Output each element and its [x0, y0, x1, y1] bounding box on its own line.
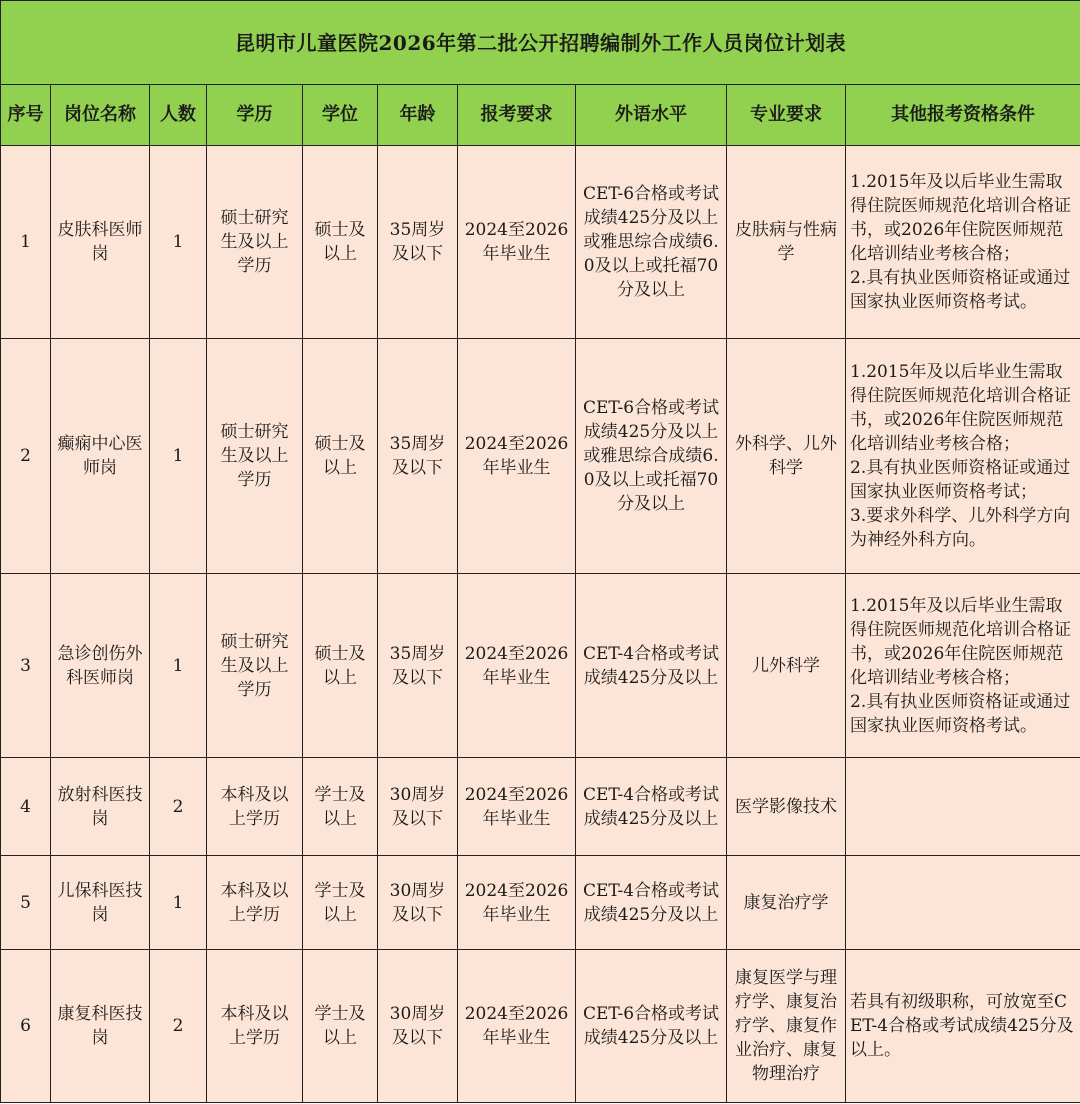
cell-other	[846, 856, 1080, 950]
cell-requirement	[458, 339, 576, 574]
cell-other	[846, 574, 1080, 758]
other-line: 1.2015年及以后毕业生需取得住院医师规范化培训合格证书，或2026年住院医师规范化培训结业考核合格；	[850, 362, 1071, 454]
cell-education	[207, 856, 303, 950]
cell-major	[727, 339, 846, 574]
other-line: 3.要求外科学、儿外科学方向为神经外科方向。	[850, 506, 1071, 550]
cell-education-text: 硕士研究生及以上学历	[220, 208, 289, 276]
cell-major	[727, 146, 846, 339]
cell-education-text: 硕士研究生及以上学历	[220, 422, 289, 490]
cell-other	[846, 339, 1080, 574]
other-line: 1.2015年及以后毕业生需取得住院医师规范化培训合格证书，或2026年住院医师规范化培训结业考核合格；	[850, 172, 1071, 264]
cell-requirement-text: 2024至2026年毕业生	[464, 434, 569, 478]
cell-degree	[303, 950, 378, 1103]
cell-age	[378, 574, 458, 758]
other-line: 2.具有执业医师资格证或通过国家执业医师资格考试。	[850, 691, 1071, 736]
cell-age-text: 30周岁及以下	[389, 1004, 446, 1048]
cell-education	[207, 574, 303, 758]
cell-language-text: CET-4合格或考试成绩425分及以上	[582, 643, 720, 688]
cell-post-text: 急诊创伤外科医师岗	[57, 643, 143, 688]
other-line: 2.具有执业医师资格证或通过国家执业医师资格考试；	[850, 458, 1071, 502]
cell-requirement-text: 2024至2026年毕业生	[464, 784, 569, 829]
header-age: 年龄	[378, 85, 458, 146]
cell-education-text: 本科及以上学历	[220, 1004, 289, 1048]
cell-language	[576, 950, 727, 1103]
cell-post	[51, 146, 150, 339]
cell-major	[727, 950, 846, 1103]
cell-degree-text: 硕士及以上	[314, 643, 366, 688]
cell-requirement	[458, 146, 576, 339]
cell-age	[378, 856, 458, 950]
cell-major-text: 医学影像技术	[735, 796, 837, 817]
cell-education-text: 硕士研究生及以上学历	[220, 631, 289, 700]
cell-post-text: 皮肤科医师岗	[57, 220, 143, 264]
cell-age	[378, 339, 458, 574]
cell-requirement-text: 2024至2026年毕业生	[464, 220, 569, 264]
table-row	[1, 856, 1080, 950]
cell-major-text: 外科学、儿外科学	[735, 434, 837, 478]
cell-age-text: 30周岁及以下	[389, 784, 446, 829]
cell-language	[576, 856, 727, 950]
cell-age-text: 35周岁及以下	[389, 643, 446, 688]
cell-degree-text: 硕士及以上	[314, 434, 366, 478]
header-row	[1, 85, 1080, 146]
cell-other	[846, 758, 1080, 856]
cell-requirement	[458, 758, 576, 856]
cell-post	[51, 574, 150, 758]
table-row	[1, 574, 1080, 758]
other-line: 若具有初级职称，可放宽至CET-4合格或考试成绩425分及以上。	[850, 992, 1074, 1060]
cell-language	[576, 758, 727, 856]
cell-language-text: CET-4合格或考试成绩425分及以上	[582, 784, 720, 829]
cell-age-text: 35周岁及以下	[389, 220, 446, 264]
header-count: 人数	[150, 85, 207, 146]
cell-age-text: 35周岁及以下	[389, 434, 446, 478]
cell-requirement-text: 2024至2026年毕业生	[464, 643, 569, 688]
header-degree: 学位	[303, 85, 378, 146]
cell-language	[576, 574, 727, 758]
cell-degree-text: 硕士及以上	[314, 220, 366, 264]
cell-age	[378, 758, 458, 856]
cell-major-text: 皮肤病与性病学	[735, 220, 837, 264]
cell-requirement	[458, 950, 576, 1103]
cell-requirement	[458, 574, 576, 758]
cell-language	[576, 339, 727, 574]
cell-degree-text: 学士及以上	[314, 880, 366, 925]
cell-degree-text: 学士及以上	[314, 1004, 366, 1048]
other-line: 1.2015年及以后毕业生需取得住院医师规范化培训合格证书，或2026年住院医师规范化培训结业考核合格；	[850, 595, 1071, 688]
cell-other	[846, 950, 1080, 1103]
cell-major	[727, 758, 846, 856]
cell-no: 5	[1, 856, 51, 950]
cell-degree	[303, 758, 378, 856]
cell-degree	[303, 574, 378, 758]
cell-post-text: 儿保科医技岗	[57, 880, 143, 925]
table-title: 昆明市儿童医院2026年第二批公开招聘编制外工作人员岗位计划表	[1, 1, 1080, 85]
cell-requirement	[458, 856, 576, 950]
cell-education	[207, 758, 303, 856]
header-education: 学历	[207, 85, 303, 146]
other-line: 2.具有执业医师资格证或通过国家执业医师资格考试。	[850, 268, 1071, 312]
cell-degree	[303, 856, 378, 950]
cell-count: 1	[150, 856, 207, 950]
cell-education-text: 本科及以上学历	[220, 880, 289, 925]
cell-language	[576, 146, 727, 339]
cell-post	[51, 758, 150, 856]
cell-count: 2	[150, 758, 207, 856]
cell-major-text: 康复治疗学	[743, 892, 829, 913]
cell-education	[207, 950, 303, 1103]
cell-post-text: 癫痫中心医师岗	[57, 434, 143, 478]
cell-age-text: 30周岁及以下	[389, 880, 446, 925]
cell-count: 1	[150, 574, 207, 758]
cell-no: 4	[1, 758, 51, 856]
cell-major-text: 儿外科学	[752, 655, 820, 676]
header-post: 岗位名称	[51, 85, 150, 146]
cell-requirement-text: 2024至2026年毕业生	[464, 880, 569, 925]
cell-no: 1	[1, 146, 51, 339]
cell-language-text: CET-6合格或考试成绩425分及以上	[582, 1004, 720, 1048]
header-major: 专业要求	[727, 85, 846, 146]
cell-language-text: CET-6合格或考试成绩425分及以上或雅思综合成绩6.0及以上或托福70分及以上	[582, 184, 720, 300]
header-no: 序号	[1, 85, 51, 146]
table-row	[1, 758, 1080, 856]
cell-age	[378, 146, 458, 339]
cell-post-text: 放射科医技岗	[57, 784, 143, 829]
header-requirement: 报考要求	[458, 85, 576, 146]
cell-other	[846, 146, 1080, 339]
cell-no: 6	[1, 950, 51, 1103]
header-other: 其他报考资格条件	[846, 85, 1080, 146]
cell-count: 1	[150, 339, 207, 574]
cell-degree	[303, 339, 378, 574]
cell-language-text: CET-6合格或考试成绩425分及以上或雅思综合成绩6.0及以上或托福70分及以上	[582, 398, 720, 514]
cell-major	[727, 574, 846, 758]
cell-post	[51, 339, 150, 574]
cell-language-text: CET-4合格或考试成绩425分及以上	[582, 880, 720, 925]
table-row	[1, 950, 1080, 1103]
cell-degree	[303, 146, 378, 339]
cell-education	[207, 339, 303, 574]
cell-age	[378, 950, 458, 1103]
cell-degree-text: 学士及以上	[314, 784, 366, 829]
cell-requirement-text: 2024至2026年毕业生	[464, 1004, 569, 1048]
cell-education-text: 本科及以上学历	[220, 784, 289, 829]
cell-count: 1	[150, 146, 207, 339]
cell-post	[51, 950, 150, 1103]
cell-no: 3	[1, 574, 51, 758]
cell-post	[51, 856, 150, 950]
cell-major-text: 康复医学与理疗学、康复治疗学、康复作业治疗、康复物理治疗	[735, 968, 837, 1084]
table-row	[1, 146, 1080, 339]
cell-no: 2	[1, 339, 51, 574]
cell-major	[727, 856, 846, 950]
cell-post-text: 康复科医技岗	[57, 1004, 143, 1048]
cell-education	[207, 146, 303, 339]
cell-count: 2	[150, 950, 207, 1103]
header-language: 外语水平	[576, 85, 727, 146]
table-row	[1, 339, 1080, 574]
